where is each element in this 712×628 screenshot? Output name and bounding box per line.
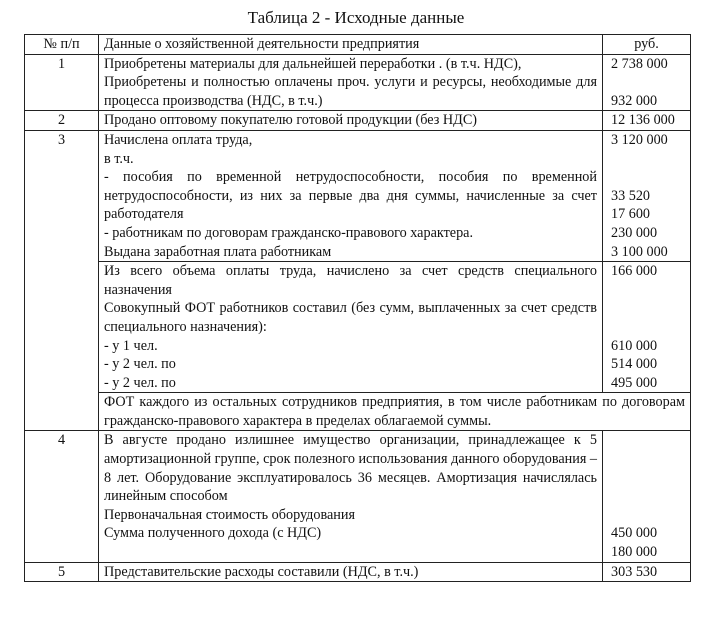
row-text: Продано оптовому покупателю готовой продукции (без НДС) (99, 111, 603, 131)
row-text: Представительские расходы составили (НДС, в т.ч.) (99, 562, 603, 582)
civil-contracts-text: - работникам по договорам гражданско-правового характера. (104, 224, 474, 241)
table-row (25, 262, 691, 393)
initial-cost-text: Первоначальная стоимость оборудования (104, 506, 356, 523)
row-number: 3 (25, 130, 99, 431)
row-value: 12 136 000 (603, 111, 691, 131)
income-received-text: Сумма полученного дохода (с НДС) (104, 525, 322, 542)
row-values (603, 130, 691, 261)
including-text: в т.ч. (104, 150, 134, 167)
row-text (99, 262, 603, 393)
materials-value: 2 738 000 (611, 55, 668, 72)
table-header-row (25, 35, 691, 55)
services-value: 932 000 (611, 92, 658, 109)
payroll-1-person-text: - у 1 чел. (104, 337, 158, 354)
payroll-2-persons-b-value: 495 000 (611, 374, 658, 391)
row-number: 1 (25, 54, 99, 111)
row-values (603, 431, 691, 562)
payroll-1-person-value: 610 000 (611, 337, 658, 354)
materials-text: Приобретены материалы для дальнейшей переработки . (в т.ч. НДС), (104, 55, 522, 72)
wages-text: Начислена оплата труда, (104, 131, 253, 148)
header-data: Данные о хозяйственной деятельности предприятия (99, 35, 603, 55)
table-title: Таблица 2 - Исходные данные (247, 8, 465, 27)
other-payroll-text: ФОТ каждого из остальных сотрудников предприятия, в том числе работникам по договорам гражданско-правового характера в пределах облагаемой суммы. (99, 393, 691, 431)
sick-leave-text: - пособия по временной нетрудоспособности, пособия по временной нетрудоспособности, из них за первые два дня суммы, начисленные за счет работодателя (104, 169, 597, 223)
salary-paid-value: 3 100 000 (611, 243, 668, 260)
table-row (25, 54, 691, 111)
services-text: Приобретены и полностью оплачены проч. услуги и ресурсы, необходимые для процесса производства (НДС, в т.ч.) (104, 74, 597, 109)
header-unit: руб. (603, 35, 691, 55)
row-value: 303 530 (603, 562, 691, 582)
row-text (99, 54, 603, 111)
row-text (99, 130, 603, 261)
sick-leave-value: 33 520 (611, 187, 651, 204)
total-payroll-text: Совокупный ФОТ работников составил (без сумм, выплаченных за счет средств специального назначения): (104, 300, 597, 335)
table-row (25, 431, 691, 562)
civil-contracts-value: 230 000 (611, 224, 658, 241)
equipment-sale-text: В августе продано излишнее имущество организации, принадлежащее к 5 амортизационной группе, срок полезного использования данного оборудования – 8 лет. Оборудование эксплуатировалось 36 месяцев. Амортизация начислялась линейным способом (104, 432, 597, 505)
wages-value: 3 120 000 (611, 131, 668, 148)
payroll-2-persons-a-text: - у 2 чел. по (104, 356, 176, 373)
header-number: № п/п (25, 35, 99, 55)
row-number: 2 (25, 111, 99, 131)
row-number: 5 (25, 562, 99, 582)
salary-paid-text: Выдана заработная плата работникам (104, 243, 332, 260)
row-values (603, 262, 691, 393)
special-funds-value: 166 000 (611, 263, 658, 280)
table-row (25, 130, 691, 261)
income-received-value: 180 000 (611, 544, 658, 561)
employer-days-value: 17 600 (611, 206, 651, 223)
table-row (25, 393, 691, 431)
source-data-table (24, 34, 691, 582)
payroll-2-persons-a-value: 514 000 (611, 356, 658, 373)
table-row (25, 562, 691, 582)
table-row (25, 111, 691, 131)
row-text (99, 431, 603, 562)
initial-cost-value: 450 000 (611, 525, 658, 542)
special-funds-text: Из всего объема оплаты труда, начислено за счет средств специального назначения (104, 263, 597, 298)
payroll-2-persons-b-text: - у 2 чел. по (104, 374, 176, 391)
row-values (603, 54, 691, 111)
row-number: 4 (25, 431, 99, 562)
